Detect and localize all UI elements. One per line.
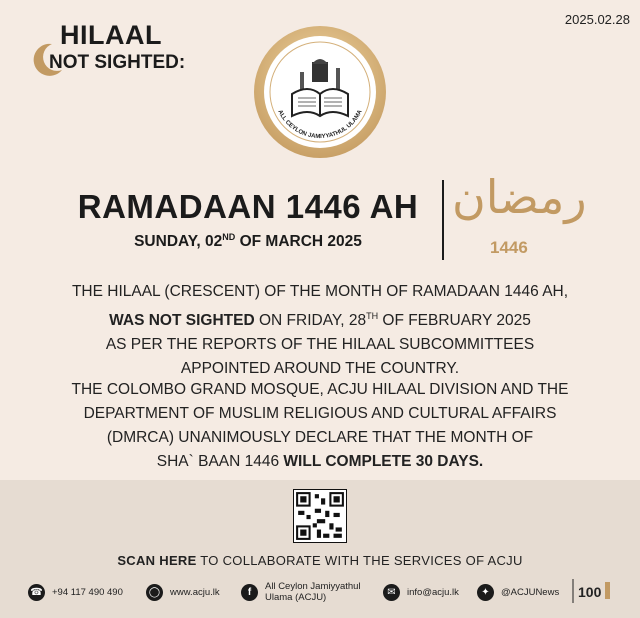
logo-org-text: ALL CEYLON JAMIYYATHUL ULAMA [276, 109, 364, 141]
twitter-icon: ✦ [477, 584, 494, 601]
date-label: 2025.02.28 [564, 12, 630, 27]
qr-code[interactable] [293, 489, 347, 543]
svg-text:100: 100 [578, 584, 602, 600]
website-link: www.acju.lk [170, 586, 220, 598]
facebook-icon: f [241, 584, 258, 601]
vertical-divider [442, 180, 444, 260]
declaration-paragraph: THE COLOMBO GRAND MOSQUE, ACJU HILAAL DIVISION AND THE DEPARTMENT OF MUSLIM RELIGIOUS AND CULTURAL AFFAIRS (DMRCA) UNANIMOUSLY DECLARE THAT THE MONTH OF SHA` BAAN 1446 WILL COMPLETE 30 DAYS. [71, 381, 569, 470]
hilaal-heading: HILAAL [60, 20, 162, 50]
footer-facebook[interactable] [241, 580, 361, 604]
mail-icon: ✉ [383, 584, 400, 601]
hijri-year: 1446 [490, 238, 528, 257]
facebook-page-name: All Ceylon Jamiyyathul Ulama (ACJU) [265, 581, 361, 603]
email-address: info@acju.lk [407, 586, 459, 598]
footer-website[interactable] [146, 580, 220, 604]
not-sighted-heading: NOT SIGHTED: [49, 52, 186, 73]
acju-logo [252, 24, 388, 160]
centenary-badge [572, 578, 612, 604]
footer-phone[interactable] [28, 580, 123, 604]
ramadaan-title: RAMADAAN 1446 AH [77, 188, 419, 225]
phone-icon: ☎ [28, 584, 45, 601]
globe-icon: ◯ [146, 584, 163, 601]
footer-email[interactable] [383, 580, 459, 604]
announcement-paragraph: THE HILAAL (CRESCENT) OF THE MONTH OF RAMADAAN 1446 AH, WAS NOT SIGHTED ON FRIDAY, 28TH OF FEBRUARY 2025 AS PER THE REPORTS OF THE HILAAL SUBCOMMITTEES APPOINTED AROUND THE COUNTRY. [71, 283, 569, 378]
scan-instruction: SCAN HERE TO COLLABORATE WITH THE SERVICES OF ACJU [117, 553, 523, 568]
phone-number: +94 117 490 490 [52, 586, 123, 598]
date-subtitle: SUNDAY, 02ND OF MARCH 2025 [134, 232, 362, 251]
ramadan-calligraphy: رمضان [452, 170, 587, 224]
twitter-handle: @ACJUNews [501, 586, 560, 598]
footer-twitter[interactable] [477, 580, 559, 604]
